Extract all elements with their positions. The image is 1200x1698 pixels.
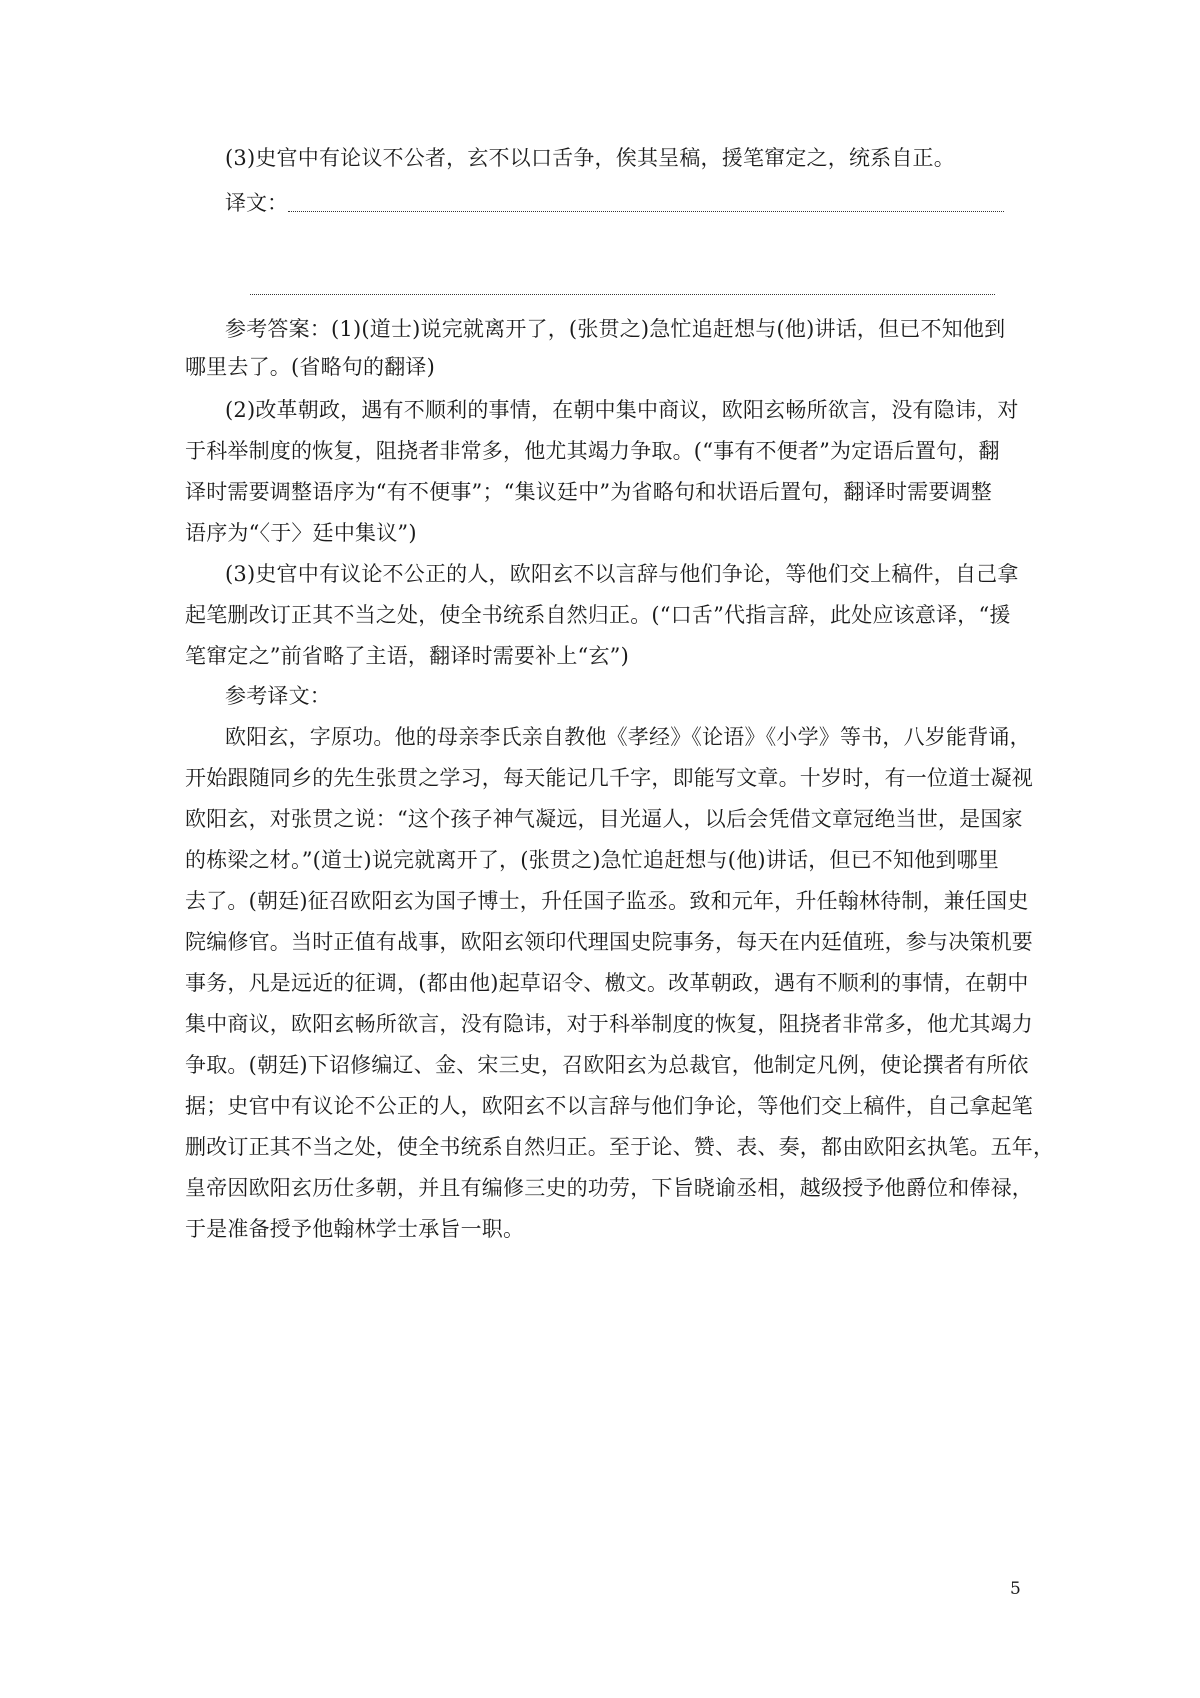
reference-line: 欧阳玄，字原功。他的母亲李氏亲自教他《孝经》《论语》《小学》等书，八岁能背诵，: [225, 725, 1031, 749]
reference-line: 据；史官中有议论不公正的人，欧阳玄不以言辞与他们争论，等他们交上稿件，自己拿起笔: [185, 1094, 1033, 1118]
answer-2-line-2: 于科举制度的恢复，阻挠者非常多，他尤其竭力争取。(“事有不便者”为定语后置句，翻: [185, 439, 1000, 463]
answer-1-line-1: 参考答案：(1)(道士)说完就离开了，(张贯之)急忙追赶想与(他)讲话，但已不知他到: [225, 317, 1006, 341]
reference-line: 院编修官。当时正值有战事，欧阳玄领印代理国史院事务，每天在内廷值班，参与决策机要: [185, 930, 1033, 954]
reference-line: 删改订正其不当之处，使全书统系自然归正。至于论、赞、表、奏，都由欧阳玄执笔。五年，: [185, 1135, 1055, 1159]
answer-blank-line-2[interactable]: [250, 294, 995, 295]
reference-line: 事务，凡是远近的征调，(都由他)起草诏令、檄文。改革朝政，遇有不顺利的事情，在朝中: [185, 971, 1029, 995]
answer-3-line-1: (3)史官中有议论不公正的人，欧阳玄不以言辞与他们争论，等他们交上稿件，自己拿: [225, 562, 1019, 586]
reference-line: 开始跟随同乡的先生张贯之学习，每天能记几千字，即能写文章。十岁时，有一位道士凝视: [185, 766, 1033, 790]
reference-line: 集中商议，欧阳玄畅所欲言，没有隐讳，对于科举制度的恢复，阻挠者非常多，他尤其竭力: [185, 1012, 1033, 1036]
reference-heading: 参考译文：: [225, 684, 331, 708]
answer-2-line-1: (2)改革朝政，遇有不顺利的事情，在朝中集中商议，欧阳玄畅所欲言，没有隐讳，对: [225, 398, 1019, 422]
answer-blank-line-1[interactable]: [288, 211, 1004, 212]
answer-2-line-4: 语序为“〈于〉廷中集议”): [185, 521, 417, 545]
reference-line: 于是准备授予他翰林学士承旨一职。: [185, 1217, 525, 1241]
page-number: 5: [1010, 1579, 1021, 1599]
answer-1-line-2: 哪里去了。(省略句的翻译): [185, 355, 435, 379]
reference-line: 去了。(朝廷)征召欧阳玄为国子博士，升任国子监丞。致和元年，升任翰林待制，兼任国史: [185, 889, 1029, 913]
reference-line: 的栋梁之材。”(道士)说完就离开了，(张贯之)急忙追赶想与(他)讲话，但已不知他到哪里: [185, 848, 999, 872]
answer-3-line-2: 起笔删改订正其不当之处，使全书统系自然归正。(“口舌”代指言辞，此处应该意译，“援: [185, 603, 1011, 627]
reference-line: 皇帝因欧阳玄历仕多朝，并且有编修三史的功劳，下旨晓谕丞相，越级授予他爵位和俸禄，: [185, 1176, 1033, 1200]
question-3-text: (3)史官中有论议不公者，玄不以口舌争，俟其呈稿，援笔窜定之，统系自正。: [225, 146, 955, 170]
answer-3-line-3: 笔窜定之”前省略了主语，翻译时需要补上“玄”): [185, 644, 629, 668]
reference-line: 欧阳玄，对张贯之说：“这个孩子神气凝远，目光逼人，以后会凭借文章冠绝当世，是国家: [185, 807, 1023, 831]
translation-label: 译文：: [225, 191, 288, 215]
answer-2-line-3: 译时需要调整语序为“有不便事”；“集议廷中”为省略句和状语后置句，翻译时需要调整: [185, 480, 992, 504]
reference-line: 争取。(朝廷)下诏修编辽、金、宋三史，召欧阳玄为总裁官，他制定凡例，使论撰者有所依: [185, 1053, 1029, 1077]
